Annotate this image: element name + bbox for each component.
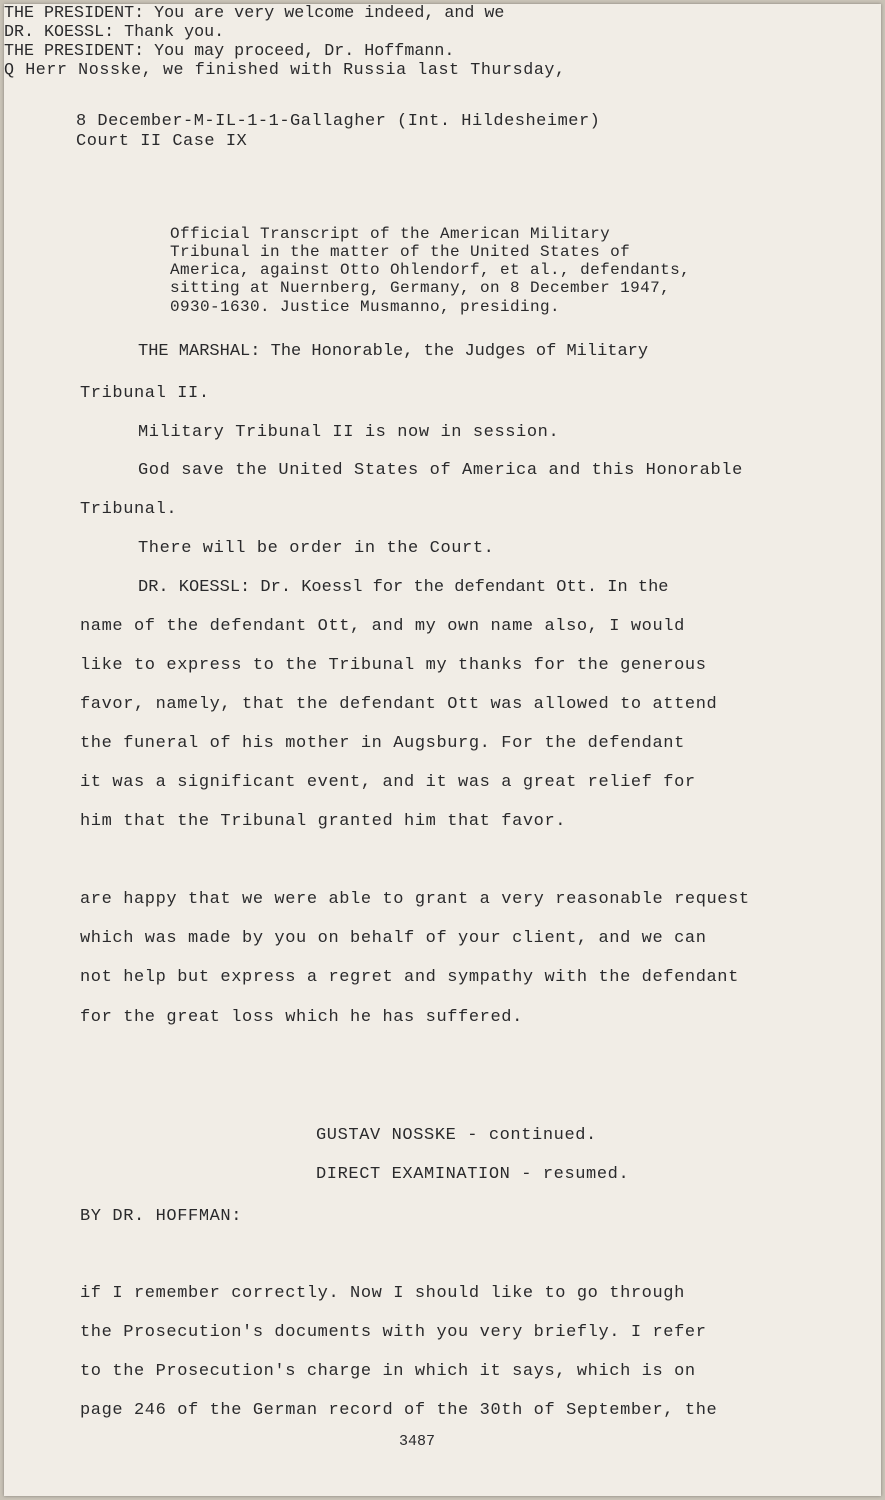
- body-line: Tribunal II.: [80, 384, 210, 403]
- witness-heading: GUSTAV NOSSKE - continued.: [316, 1126, 597, 1145]
- body-line: like to express to the Tribunal my thanks for the generous: [80, 656, 707, 675]
- body-line: THE PRESIDENT: You may proceed, Dr. Hoffmann.: [4, 42, 455, 61]
- body-line: DR. KOESSL: Dr. Koessl for the defendant Ott. In the: [138, 578, 669, 597]
- body-line: the Prosecution's documents with you very briefly. I refer: [80, 1323, 707, 1342]
- body-line: Q Herr Nosske, we finished with Russia last Thursday,: [4, 61, 566, 80]
- body-line: if I remember correctly. Now I should like to go through: [80, 1284, 685, 1303]
- body-line: the funeral of his mother in Augsburg. For the defendant: [80, 734, 685, 753]
- body-line: DR. KOESSL: Thank you.: [4, 23, 225, 42]
- body-line: which was made by you on behalf of your client, and we can: [80, 929, 707, 948]
- body-line: Tribunal.: [80, 500, 178, 519]
- body-line: Military Tribunal II is now in session.: [138, 423, 560, 442]
- body-line: it was a significant event, and it was a great relief for: [80, 773, 696, 792]
- examination-heading: DIRECT EXAMINATION - resumed.: [316, 1165, 630, 1184]
- header-session-line: 8 December-M-IL-1-1-Gallagher (Int. Hildesheimer): [76, 112, 601, 131]
- body-line: are happy that we were able to grant a very reasonable request: [80, 890, 750, 909]
- body-line: to the Prosecution's charge in which it says, which is on: [80, 1362, 696, 1381]
- title-line: 0930-1630. Justice Musmanno, presiding.: [170, 298, 561, 316]
- body-line: page 246 of the German record of the 30th of September, the: [80, 1401, 718, 1420]
- body-line: name of the defendant Ott, and my own name also, I would: [80, 617, 685, 636]
- title-line: Tribunal in the matter of the United States of: [170, 243, 631, 261]
- transcript-page: [4, 4, 881, 1496]
- body-line: him that the Tribunal granted him that favor.: [80, 812, 567, 831]
- title-line: sitting at Nuernberg, Germany, on 8 December 1947,: [170, 279, 671, 297]
- body-line: for the great loss which he has suffered.: [80, 1008, 523, 1027]
- body-line: favor, namely, that the defendant Ott was allowed to attend: [80, 695, 718, 714]
- body-line: God save the United States of America and this Honorable: [138, 461, 743, 480]
- title-line: Official Transcript of the American Military: [170, 225, 611, 243]
- header-court-line: Court II Case IX: [76, 132, 248, 151]
- body-line: There will be order in the Court.: [138, 539, 495, 558]
- examiner-line: BY DR. HOFFMAN:: [80, 1207, 243, 1226]
- title-line: America, against Otto Ohlendorf, et al., defendants,: [170, 261, 691, 279]
- body-line: THE MARSHAL: The Honorable, the Judges of Military: [138, 342, 649, 361]
- page-number: 3487: [399, 1433, 436, 1450]
- body-line: THE PRESIDENT: You are very welcome indeed, and we: [4, 4, 505, 23]
- body-line: not help but express a regret and sympathy with the defendant: [80, 968, 739, 987]
